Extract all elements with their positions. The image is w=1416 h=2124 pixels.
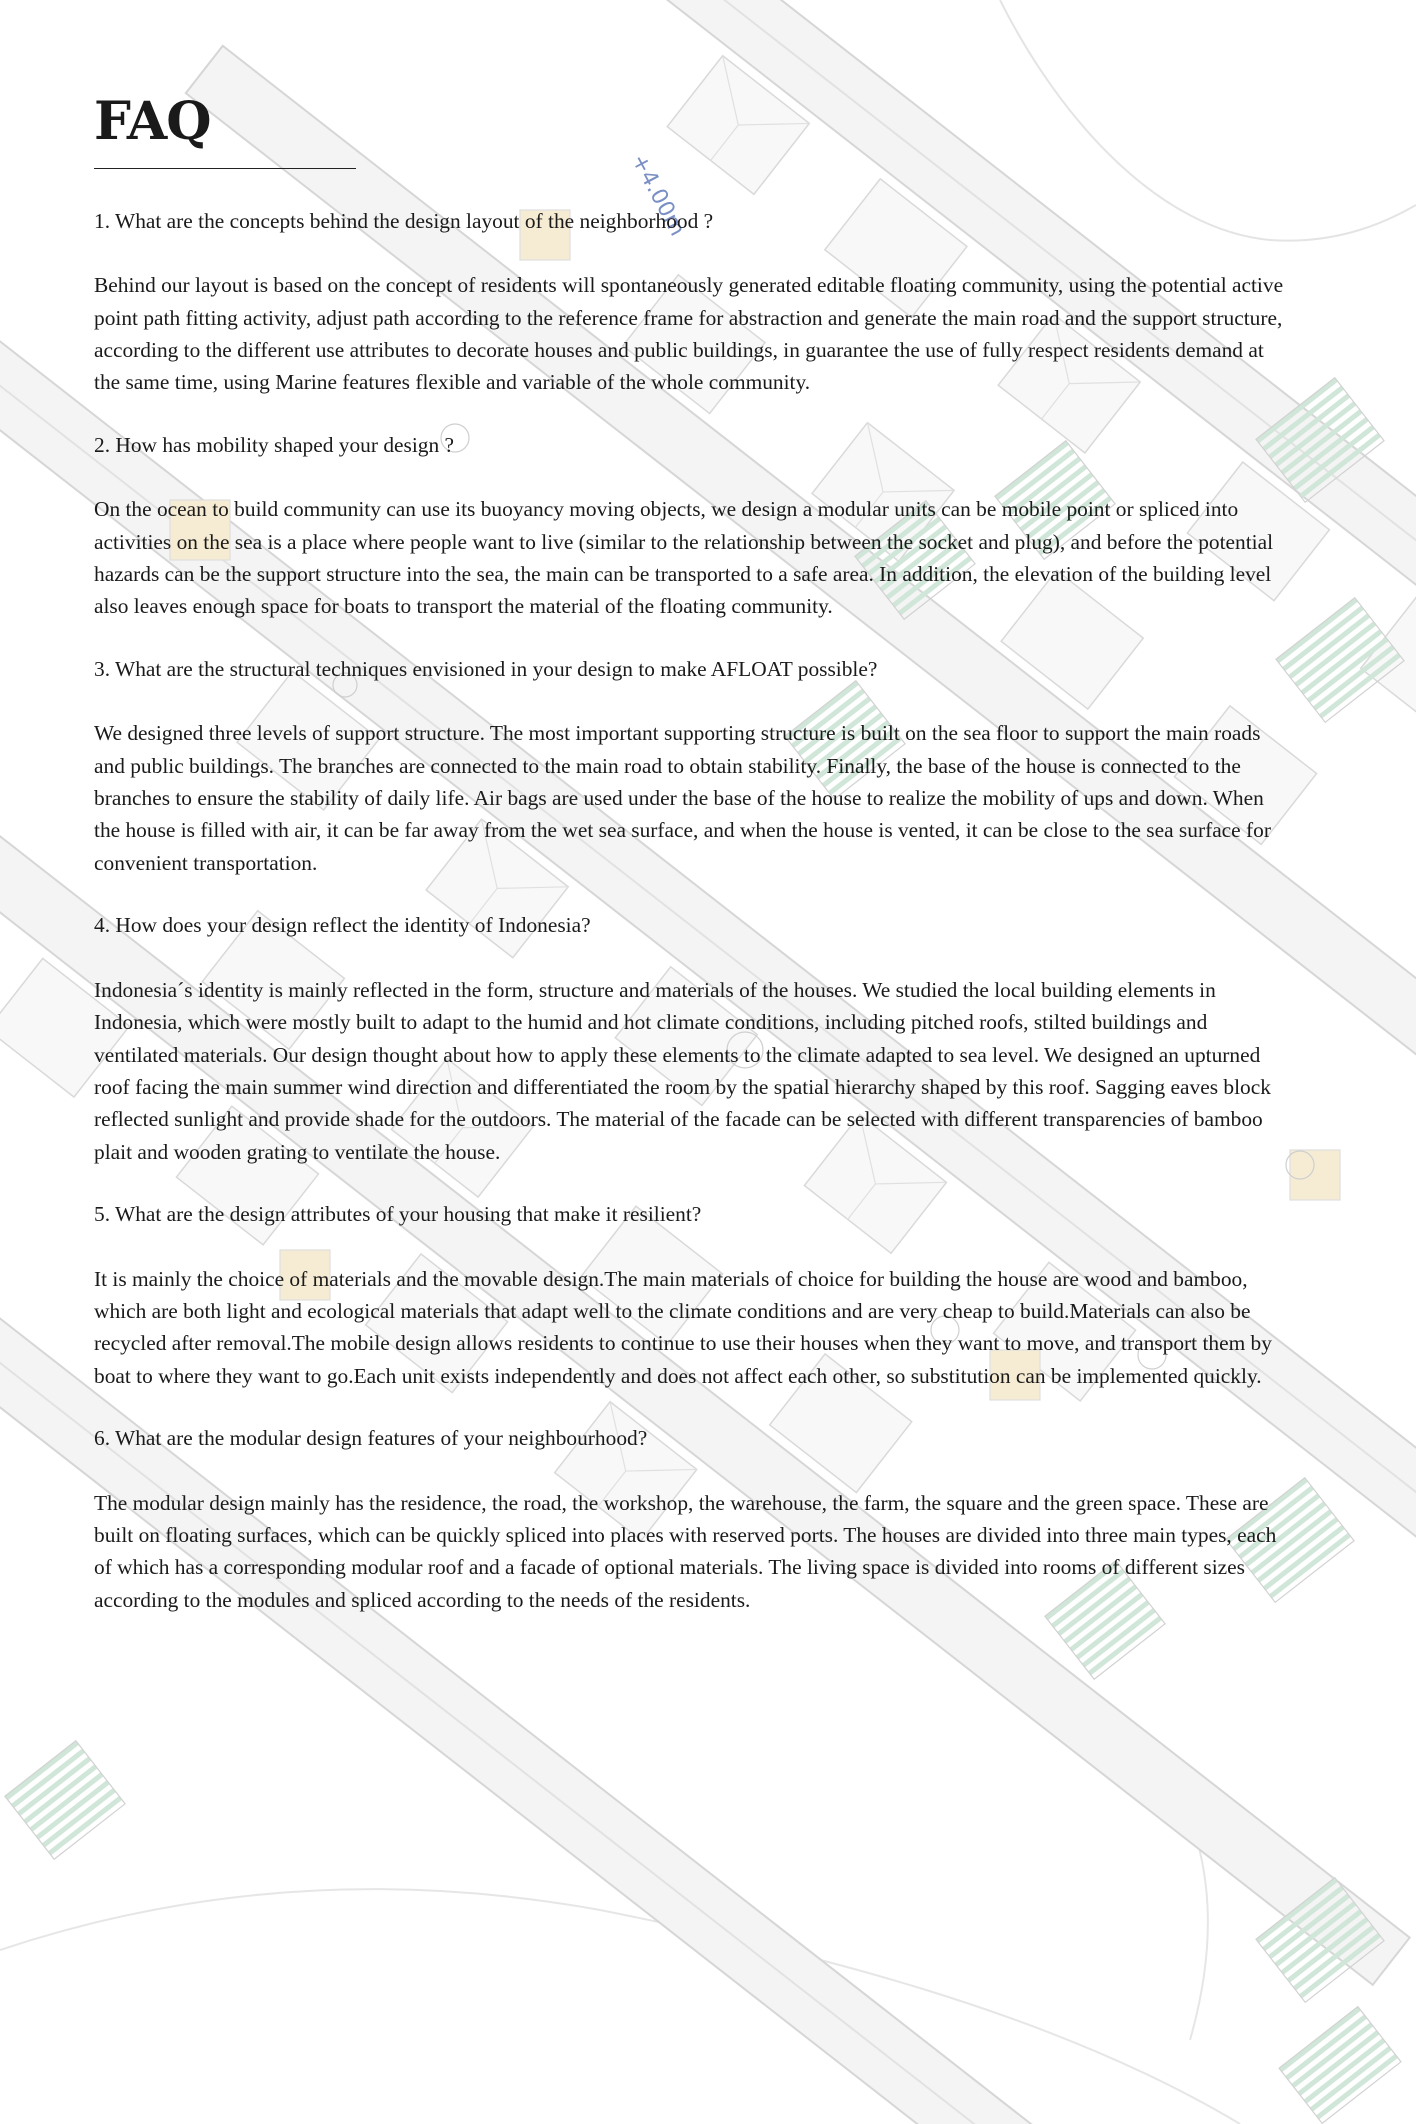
faq-content: [94, 92, 1284, 1646]
faq-question-4: 4. How does your design reflect the identity of Indonesia?: [94, 913, 591, 938]
faq-question-5: 5. What are the design attributes of your housing that make it resilient?: [94, 1202, 702, 1227]
elevation-label: +4.00m: [625, 150, 690, 241]
faq-item-5: [94, 1198, 1284, 1392]
faq-question-1: 1. What are the concepts behind the design layout of the neighborhood ?: [94, 208, 714, 233]
page-title: FAQ: [94, 91, 211, 152]
faq-item-4: [94, 909, 1284, 1168]
faq-answer-1: Behind our layout is based on the concept of residents will spontaneously generated editable floating community, using the potential active point path fitting activity, adjust path according to the reference frame for abstraction and generate the main road and the support structure, according to the different use attributes to decorate houses and public buildings, in guarantee the use of fully respect residents demand at the same time, using Marine features flexible and variable of the whole community.: [94, 273, 1284, 395]
faq-answer-2: On the ocean to build community can use its buoyancy moving objects, we design a modular units can be mobile point or spliced into activities on the sea is a place where people want to live (similar to the relationship between the socket and plug), and before the potential hazards can be the support structure into the sea, the main can be transported to a safe area. In addition, the elevation of the building level also leaves enough space for boats to transport the material of the floating community.: [94, 497, 1274, 619]
faq-answer-6: The modular design mainly has the residence, the road, the workshop, the warehouse, the farm, the square and the green space. These are built on floating surfaces, which can be quickly spliced into places with reserved ports. The houses are divided into three main types, each of which has a corresponding modular roof and a facade of optional materials. The living space is divided into rooms of different sizes according to the modules and spliced according to the needs of the residents.: [94, 1490, 1277, 1612]
faq-item-3: [94, 653, 1284, 879]
faq-item-1: [94, 205, 1284, 399]
faq-answer-4: Indonesia´s identity is mainly reflected in the form, structure and materials of the houses. We studied the local building elements in Indonesia, which were mostly built to adapt to the humid and hot climate conditions, including pitched roofs, stilted buildings and ventilated materials. Our design thought about how to apply these elements to the climate adapted to sea level. We designed an upturned roof facing the main summer wind direction and differentiated the room by the spatial hierarchy shaped by this roof. Sagging eaves block reflected sunlight and provide shade for the outdoors. The material of the facade can be selected with different transparencies of bamboo plait and wooden grating to ventilate the house.: [94, 977, 1271, 1164]
faq-question-6: 6. What are the modular design features of your neighbourhood?: [94, 1426, 648, 1451]
faq-question-3: 3. What are the structural techniques envisioned in your design to make AFLOAT possible?: [94, 656, 878, 681]
faq-item-6: [94, 1422, 1284, 1616]
faq-answer-3: We designed three levels of support structure. The most important supporting structure is built on the sea floor to support the main roads and public buildings. The branches are connected to the main road to obtain stability. Finally, the base of the house is connected to the branches to ensure the stability of daily life. Air bags are used under the base of the house to realize the mobility of ups and down. When the house is filled with air, it can be far away from the wet sea surface, and when the house is vented, it can be close to the sea surface for convenient transportation.: [94, 721, 1271, 875]
faq-answer-5: It is mainly the choice of materials and the movable design.The main materials of choice for building the house are wood and bamboo, which are both light and ecological materials that adapt well to the climate conditions and are very cheap to build.Materials can also be recycled after removal.The mobile design allows residents to continue to use their houses when they want to move, and transport them by boat to where they want to go.Each unit exists independently and does not affect each other, so substitution can be implemented quickly.: [94, 1266, 1272, 1388]
faq-question-2: 2. How has mobility shaped your design ?: [94, 432, 455, 457]
faq-item-2: [94, 429, 1284, 623]
title-underline: [94, 168, 356, 169]
